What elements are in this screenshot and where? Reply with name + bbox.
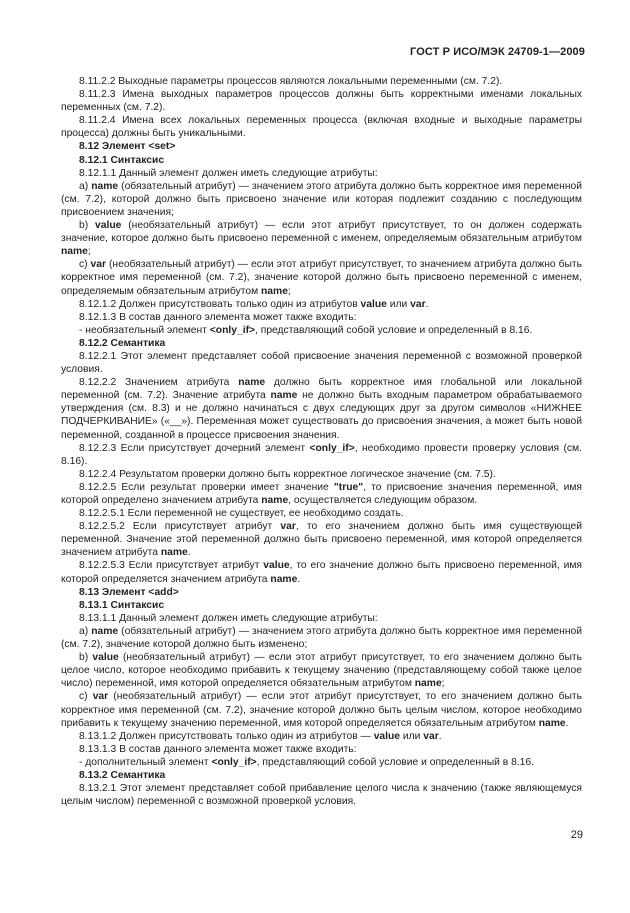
paragraph: - необязательный элемент <only_if>, представляющий собой условие и определенный в 8.16. bbox=[79, 324, 533, 336]
section-heading: 8.13 Элемент <add> bbox=[79, 586, 179, 598]
paragraph: 8.12.2.5.3 Если присутствует атрибут value, то его значение должно быть присвоено переменной, имя которой определяется значением атрибута name. bbox=[61, 560, 582, 585]
paragraph: 8.13.1.1 Данный элемент должен иметь следующие атрибуты: bbox=[79, 612, 378, 624]
standard-header: ГОСТ Р ИСО/МЭК 24709-1—2009 bbox=[410, 46, 585, 58]
subsection-heading: 8.13.1 Синтаксис bbox=[79, 599, 165, 611]
paragraph: 8.12.1.2 Должен присутствовать только один из атрибутов value или var. bbox=[79, 298, 429, 310]
paragraph: b) value (необязательный атрибут) — если этот атрибут присутствует, то он должен содержать значение, которое должно быть присвоено переменной с именем, определяемым обязательным атрибутом name; bbox=[61, 220, 582, 258]
paragraph: c) var (необязательный атрибут) — если этот атрибут присутствует, то значением атрибута должно быть корректное имя переменной (см. 7.2), значение которой должно быть присвоено переменной с именем, определяемым обязательным атрибутом name; bbox=[61, 259, 582, 297]
paragraph: 8.11.2.3 Имена выходных параметров процессов должны быть корректными именами локальных переменных (см. 7.2). bbox=[61, 89, 582, 114]
paragraph: a) name (обязательный атрибут) — значением этого атрибута должно быть корректное имя переменной (см. 7.2), которой должно быть присвоено значение или которая подлежит созданию с последующим присвоением значения; bbox=[61, 180, 582, 218]
paragraph: 8.13.2.1 Этот элемент представляет собой прибавление целого числа к значению (также являющемуся целым числом) переменной с возможной проверкой условия. bbox=[61, 783, 582, 808]
paragraph: 8.12.2.2 Значением атрибута name должно быть корректное имя глобальной или локальной переменной (см. 7.2). Значение атрибута name не должно быть входным параметром обрабатываемого утверждения (см. 8.3) и не должно начинаться с двух следующих друг за другом символов «НИЖНЕЕ ПОДЧЕРКИВАНИЕ» («__»). Переменная может существовать до присвоения значения, а может быть новой переменной, созданной в процессе присвоения значения. bbox=[61, 377, 582, 441]
paragraph: 8.12.2.5.2 Если присутствует атрибут var, то его значением должно быть имя существующей переменной. Значение этой переменной должно быть присвоено переменной, имя которой определяется значением атрибута name. bbox=[61, 521, 582, 559]
subsection-heading: 8.12.1 Синтаксис bbox=[79, 154, 165, 166]
page-number: 29 bbox=[570, 829, 583, 841]
document-body bbox=[61, 75, 582, 808]
paragraph: 8.11.2.4 Имена всех локальных переменных процесса (включая входные и выходные параметры процесса) должны быть уникальными. bbox=[61, 115, 582, 140]
subsection-heading: 8.12.2 Семантика bbox=[79, 337, 166, 349]
subsection-heading: 8.13.2 Семантика bbox=[79, 769, 166, 781]
paragraph: - дополнительный элемент <only_if>, представляющий собой условие и определенный в 8.16. bbox=[79, 756, 534, 768]
section-heading: 8.12 Элемент <set> bbox=[79, 141, 176, 153]
paragraph: 8.13.1.3 В состав данного элемента может также входить: bbox=[79, 743, 357, 755]
paragraph: 8.12.2.4 Результатом проверки должно быть корректное логическое значение (см. 7.5). bbox=[79, 468, 496, 480]
paragraph: 8.12.1.3 В состав данного элемента может также входить: bbox=[79, 311, 357, 323]
paragraph: 8.13.1.2 Должен присутствовать только один из атрибутов — value или var. bbox=[79, 730, 442, 742]
paragraph: 8.12.2.5.1 Если переменной не существует, ее необходимо создать. bbox=[79, 508, 404, 520]
paragraph: 8.11.2.2 Выходные параметры процессов являются локальными переменными (см. 7.2). bbox=[79, 76, 503, 87]
paragraph: 8.12.2.3 Если присутствует дочерний элемент <only_if>, необходимо провести проверку условия (см. 8.16). bbox=[61, 442, 582, 467]
paragraph: 8.12.2.5 Если результат проверки имеет значение "true", то присвоение значения переменной, имя которой определено значением атрибута name, осуществляется следующим образом. bbox=[61, 481, 582, 506]
paragraph: c) var (необязательный атрибут) — если этот атрибут присутствует, то его значением должно быть корректное имя переменной (см. 7.2), значение которой должно быть целым числом, которое необходимо прибавить к текущему значению переменной, имя которой определяется обязательным атрибутом name. bbox=[61, 691, 582, 729]
paragraph: 8.12.2.1 Этот элемент представляет собой присвоение значения переменной с возможной проверкой условия. bbox=[61, 350, 582, 376]
paragraph: 8.12.1.1 Данный элемент должен иметь следующие атрибуты: bbox=[79, 167, 378, 179]
paragraph: a) name (обязательный атрибут) — значением этого атрибута должно быть корректное имя переменной (см. 7.2), значение которой должно быть изменено; bbox=[61, 625, 582, 651]
paragraph: b) value (необязательный атрибут) — если этот атрибут присутствует, то его значением должно быть целое число, которое необходимо прибавить к текущему значению (представляющему собой также целое число) переменной, имя которой определяется обязательным атрибутом name; bbox=[61, 652, 582, 690]
